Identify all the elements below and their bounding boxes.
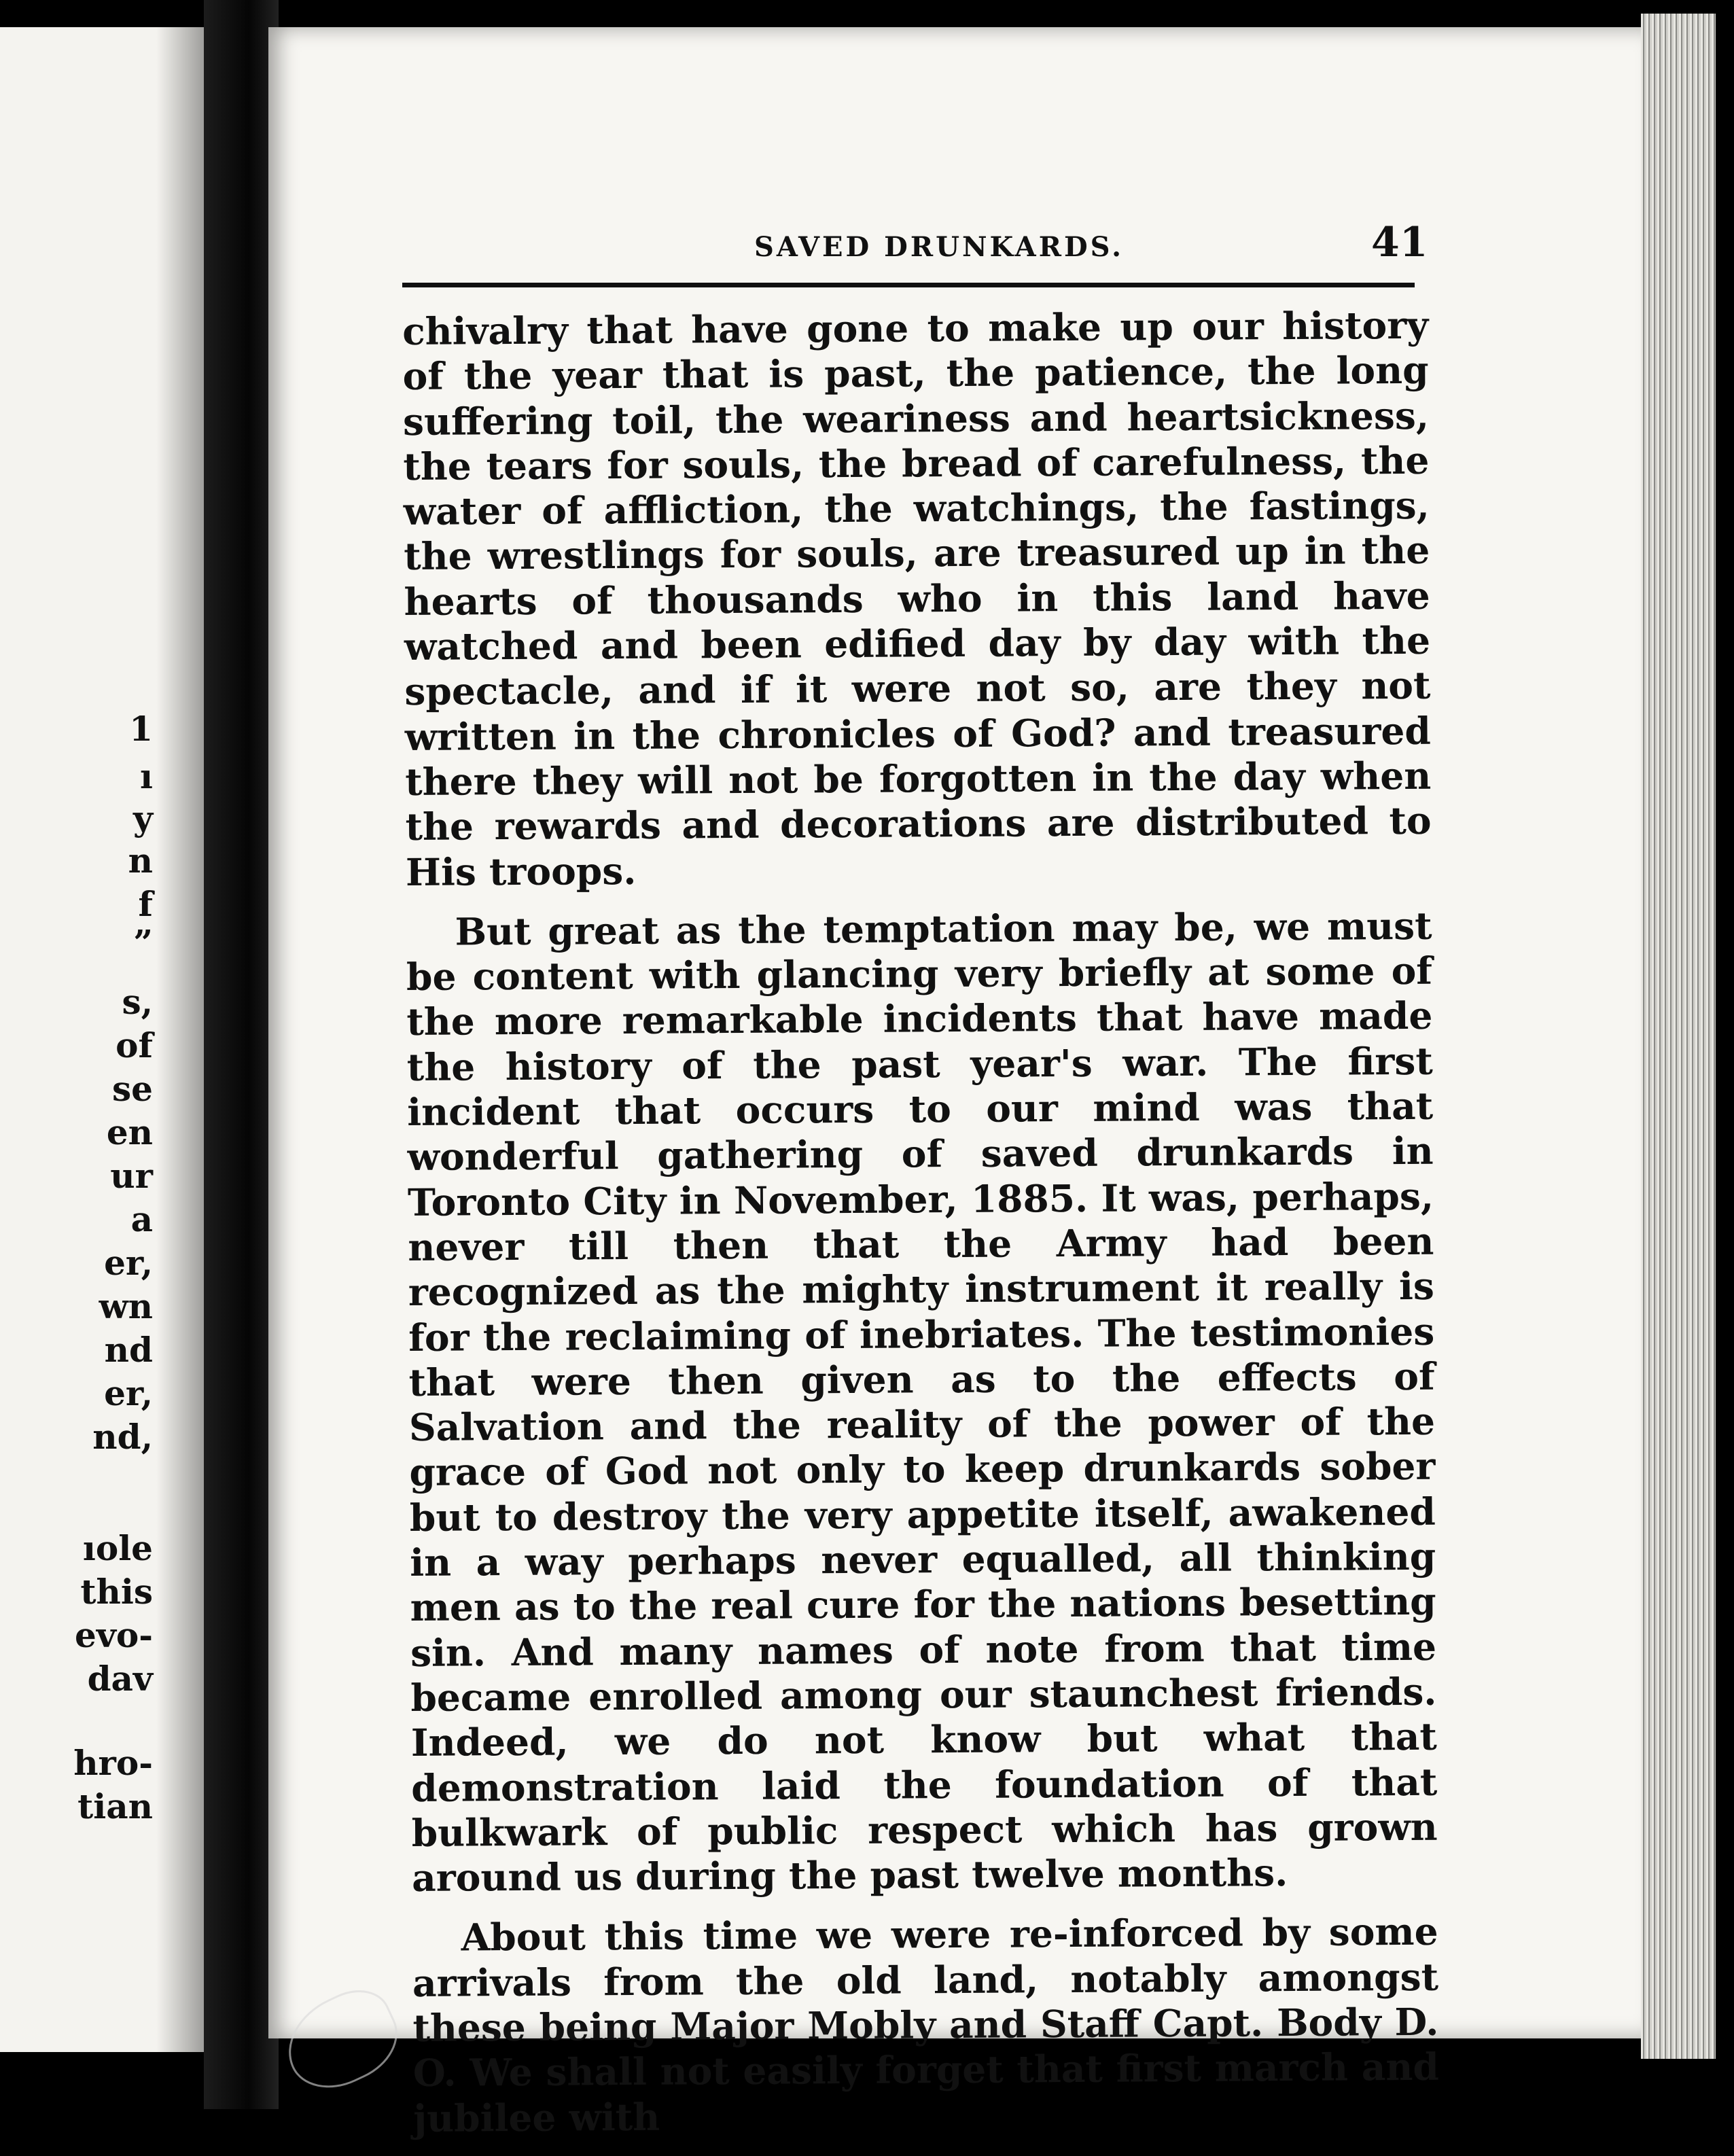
paragraph: But great as the temptation may be, we must be content with glancing very briefly at some of the more remarkable incidents that have made the history of the past year's war. The first incident that occurs to our mind was that wonderful gathering of saved drunkards in Toronto City in November, 1885. It was, perhaps, never till then that the Army had been recognized as the mighty instrument it really is for the reclaiming of inebriates. The testimonies that were then given as to the effects of Salvation and the reality of the power of the grace of God not only to keep drunkards sober but to destroy the very appetite itself, awakened in a way perhaps never equalled, all thinking men as to the real cure for the nations besetting sin. And many names of note from that time became enrolled among our staunchest friends. Indeed, we do not know but what that demonstration laid the foundation of that bulkwark of public respect which has grown around us during the past twelve months. <box>406 903 1438 1901</box>
header-rule <box>402 283 1415 287</box>
left-page-fragment: f <box>138 884 153 924</box>
left-page-fragment: s, <box>122 982 153 1022</box>
left-page-fragment: er, <box>104 1243 153 1283</box>
left-page-fragment: of <box>116 1025 153 1065</box>
left-page-fragment: wn <box>99 1286 153 1326</box>
left-page-fragment: dav <box>87 1659 153 1699</box>
running-head: SAVED DRUNKARDS. <box>754 231 1125 263</box>
left-page-fragment: evo- <box>75 1615 153 1655</box>
left-page-fragment: y <box>132 798 153 838</box>
left-page-fragment: nd <box>104 1330 153 1370</box>
page-curve-shadow <box>156 27 204 2052</box>
left-page-fragment: ur <box>110 1156 153 1196</box>
left-page-fragment: a <box>130 1199 153 1239</box>
paragraph: About this time we were re-inforced by some arrivals from the old land, notably amongst these being Major Mobly and Staff Capt. Body D. O. We shall not easily forget that first march and jubilee with <box>412 1909 1440 2140</box>
book-gutter <box>204 0 279 2109</box>
left-page-fragment: se <box>112 1069 153 1109</box>
left-page-fragment: nd, <box>92 1417 153 1457</box>
left-page-fragment: ıole <box>82 1528 153 1568</box>
left-facing-page <box>0 27 204 2052</box>
left-page-fragment: this <box>80 1572 153 1612</box>
left-page-fragment: ı <box>140 756 153 796</box>
left-page-fragment: hro- <box>73 1743 153 1783</box>
paragraph: chivalry that have gone to make up our history of the year that is past, the patience, the long suffering toil, the weariness and heartsickness, the tears for souls, the bread of carefulness, the water of affliction, the watchings, the fastings, the wrestlings for souls, are treasured up in the hearts of thousands who in this land have watched and been edified day by day with the spectacle, and if it were not so, are they not written in the chronicles of God? and treasured there they will not be forgotten in the day when the rewards and decorations are distributed to His troops. <box>402 302 1432 894</box>
body-text <box>402 303 1440 2156</box>
left-page-fragment: tian <box>77 1786 153 1826</box>
page-edges <box>1641 14 1716 2059</box>
left-page-fragment: en <box>106 1112 153 1152</box>
left-page-fragment: n <box>128 841 153 881</box>
left-page-fragment: er, <box>104 1373 153 1413</box>
left-page-fragment: 1 <box>129 709 153 749</box>
left-page-fragment: ” <box>133 922 153 962</box>
page-number: 41 <box>1371 219 1428 266</box>
